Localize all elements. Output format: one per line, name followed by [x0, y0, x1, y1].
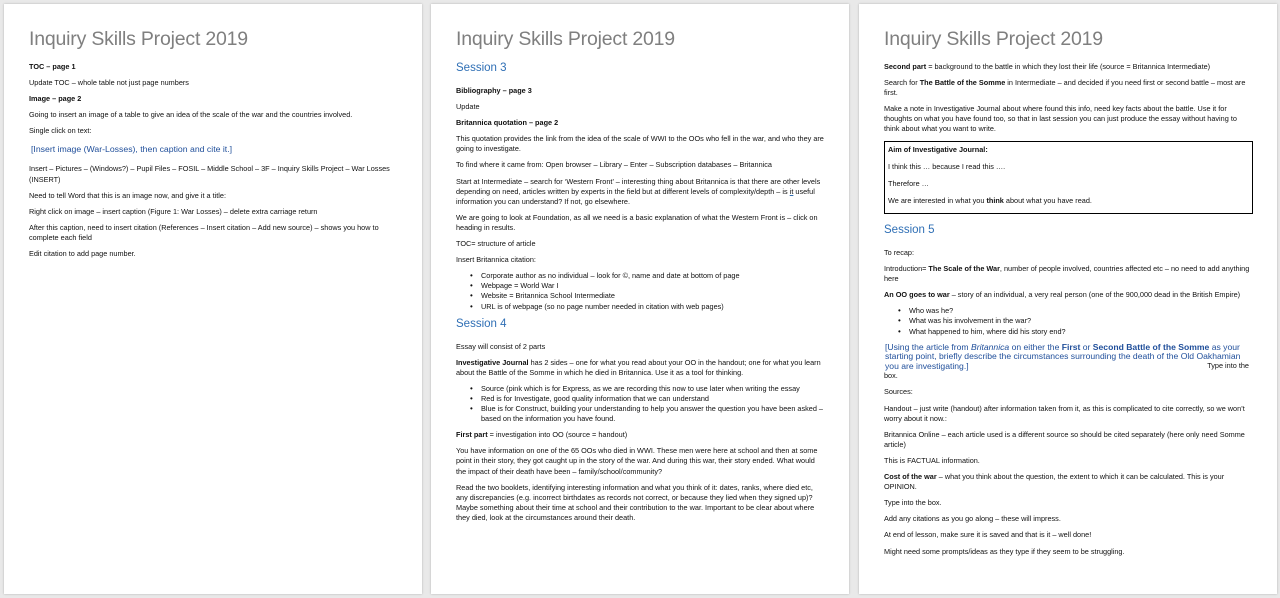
using-article-prompt[interactable]: [885, 343, 1253, 372]
type-box-text: Type into the box.: [884, 498, 942, 508]
ij-bold: Investigative Journal: [456, 357, 529, 367]
tell-word-text: Need to tell Word that this is an image now, and give it a title:: [29, 190, 226, 200]
recap-text: To recap:: [884, 247, 915, 257]
oo-rest: – story of an individual, a very real person (one of the 900,000 dead in the British Empire): [949, 290, 1241, 300]
list-item: • Website = Britannica School Intermediate: [470, 291, 825, 301]
online-text: Britannica Online – each article used is a different source so should be cited separately (here only need Somme article): [884, 429, 1245, 449]
using-second: Second Battle of the Somme: [1092, 341, 1210, 352]
toc-structure-text: TOC= structure of article: [456, 239, 536, 249]
quotation-text: This quotation provides the link from the idea of the scale of WWI to the OOs who fell in the war, and who they are going to investigate.: [456, 134, 824, 154]
search-text-a: Search for: [884, 78, 920, 88]
list-item: • Source (pink which is for Express, as we are recording this now to use later when writing the essay: [470, 384, 825, 394]
search-text: [884, 78, 1253, 98]
session-4-heading: Session 4: [456, 317, 507, 330]
page-title: Inquiry Skills Project 2019: [884, 28, 1103, 50]
second-part-rest: = background to the battle in which they lost their life (source = Britannica Intermediate): [926, 62, 1211, 71]
bibliography-text: Update: [456, 102, 480, 112]
start-text: [456, 177, 825, 207]
list-item: • Red is for Investigate, good quality information that we can understand: [470, 394, 825, 404]
foundation-text: We are going to look at Foundation, as all we need is a basic explanation of what the Western Front is – click on heading in results.: [456, 212, 818, 232]
edit-citation-text: Edit citation to add page number.: [29, 249, 136, 259]
citation-list: [470, 271, 825, 311]
using-d: as your starting point, briefly describe the circumstances surrounding the death of the Old Oakhamian you are investigating.]: [885, 341, 1241, 371]
insert-path-text: Insert – Pictures – (Windows?) – Pupil Files – FOSIL – Middle School – 3F – Inquiry Skills Project – War Losses (INSERT): [29, 164, 390, 184]
find-text: To find where it came from: Open browser – Library – Enter – Subscription databases – Britannica: [456, 160, 772, 170]
insert-citation-text: Insert Britannica citation:: [456, 255, 536, 265]
oo-bold: An OO goes to war: [884, 290, 950, 300]
document-page-1: [4, 4, 422, 594]
aim-3a: We are interested in what you: [888, 195, 987, 205]
sources-text: Sources:: [884, 387, 913, 397]
type-into-the-text: Type into the: [1207, 361, 1249, 371]
toc-heading: TOC – page 1: [29, 62, 76, 71]
image-heading: Image – page 2: [29, 94, 82, 104]
ij-text: has 2 sides – one for what you read about your OO in the handout; one for what you learn about the Battle of the Somme in which he died in Britannica. Use it as a tool for thinking.: [456, 357, 821, 377]
document-page-3: [859, 4, 1277, 594]
note-text: Make a note in Investigative Journal about where found this info, need key facts about the battle. Use it for thoughts on what you have found too, so that in last session you can just produce the essay without having to think about what you want to write.: [884, 104, 1237, 134]
aim-3b: think: [986, 195, 1004, 205]
start-text-a: Start at Intermediate – search for ‘Western Front’ – interesting thing about Britannica is that there are other levels depending on need, articles written by experts in the field but at different levels of complexity/depth – is: [456, 176, 821, 196]
aim-line-1: I think this … because I read this ….: [888, 161, 1006, 171]
investigative-journal-text: [456, 358, 825, 378]
using-italic: Britannica: [970, 341, 1010, 352]
box-word: box.: [884, 371, 898, 381]
using-a: [Using the article from: [885, 341, 971, 352]
using-first: First: [1061, 341, 1081, 352]
using-c: or: [1080, 341, 1093, 352]
aim-heading: Aim of Investigative Journal:: [888, 144, 988, 154]
aim-line-3: [888, 196, 1249, 206]
info-text: You have information on one of the 65 OOs who died in WWI. These men were here at school and then at some point in their story, they got caught up in the story of the war. And during this war, their story ended. What would the impact of their death have been – family/school/community?: [456, 446, 818, 476]
aim-3c: about what you have read.: [1003, 195, 1092, 205]
start-text-b: useful information you can understand? If not, go elsewhere.: [456, 186, 815, 206]
session-3-heading: Session 3: [456, 62, 507, 74]
image-text: Going to insert an image of a table to give an idea of the scale of the war and the countries involved.: [29, 110, 353, 120]
document-page-2: [431, 4, 849, 594]
intro-text: [884, 264, 1253, 284]
single-click-text: Single click on text:: [29, 126, 92, 136]
list-item: • Corporate author as no individual – look for ©, name and date at bottom of page: [470, 271, 825, 281]
colour-list: [470, 384, 825, 424]
bibliography-heading: Bibliography – page 3: [456, 86, 532, 95]
cost-text: [884, 472, 1253, 492]
right-click-text: Right click on image – insert caption (Figure 1: War Losses) – delete extra carriage return: [29, 206, 318, 216]
after-caption-text: After this caption, need to insert citation (References – Insert citation – Add new source) – shows you how to complete each field: [29, 222, 379, 242]
list-item: • Who was he?: [898, 306, 1253, 316]
list-item: • Webpage = World War I: [470, 281, 825, 291]
end-lesson-text: At end of lesson, make sure it is saved and that is it – well done!: [884, 530, 1092, 540]
intro-b: , number of people involved, countries affected etc – no need to add anything here: [884, 264, 1250, 284]
oo-question-list: [898, 306, 1253, 336]
aim-line-2: Therefore …: [888, 178, 929, 188]
first-part-bold: First part: [456, 430, 488, 440]
using-b: on either the: [1009, 341, 1062, 352]
read-text: Read the two booklets, identifying interesting information and what you think of it: dates, ranks, where died etc, any discrepancies (e.g. incorrect birthdates as records not correct, or because they lied when they signed up)? Maybe something about their time at school and their contribution to the war. Important to be clear about where they died, look at the circumstances around their death.: [456, 482, 815, 522]
page-title: Inquiry Skills Project 2019: [456, 28, 675, 50]
prompts-text: Might need some prompts/ideas as they type if they seem to be struggling.: [884, 546, 1125, 556]
list-item: • Blue is for Construct, building your understanding to help you answer the question you have been asked – based on the information you have found.: [470, 404, 825, 424]
cost-bold: Cost of the war: [884, 472, 937, 482]
factual-text: This is FACTUAL information.: [884, 455, 980, 465]
oo-text: [884, 290, 1253, 300]
page-title: Inquiry Skills Project 2019: [29, 28, 248, 50]
search-bold: The Battle of the Somme: [919, 78, 1006, 88]
add-citations-text: Add any citations as you go along – these will impress.: [884, 514, 1061, 524]
intro-a: Introduction=: [884, 264, 929, 274]
essay-parts-text: Essay will consist of 2 parts: [456, 341, 546, 351]
handout-text: Handout – just write (handout) after information taken from it, as this is complicated to cite correctly, so we won’t worry about it now.:: [884, 403, 1245, 423]
second-part-bold: Second part: [884, 62, 927, 71]
first-part-rest: = investigation into OO (source = handout): [487, 430, 628, 440]
first-part-text: [456, 430, 825, 440]
insert-image-prompt[interactable]: [Insert image (War-Losses), then caption and cite it.]: [31, 144, 233, 155]
intro-bold: The Scale of the War: [928, 264, 1000, 274]
session-5-heading: Session 5: [884, 223, 935, 236]
second-part-text: [884, 62, 1253, 72]
list-item: • What happened to him, where did his story end?: [898, 327, 1253, 337]
start-text-it: it: [789, 186, 794, 196]
aim-box: [884, 141, 1253, 214]
cost-rest: – what you think about the question, the extent to which it can be calculated. This is your OPINION.: [884, 472, 1225, 492]
toc-text: Update TOC – whole table not just page numbers: [29, 78, 189, 88]
britannica-quotation-heading: Britannica quotation – page 2: [456, 118, 559, 128]
list-item: • URL is of webpage (so no page number needed in citation with web pages): [470, 302, 825, 312]
list-item: • What was his involvement in the war?: [898, 316, 1253, 326]
search-text-b: in Intermediate – and decided if you need first or second battle – most are first.: [884, 78, 1246, 98]
